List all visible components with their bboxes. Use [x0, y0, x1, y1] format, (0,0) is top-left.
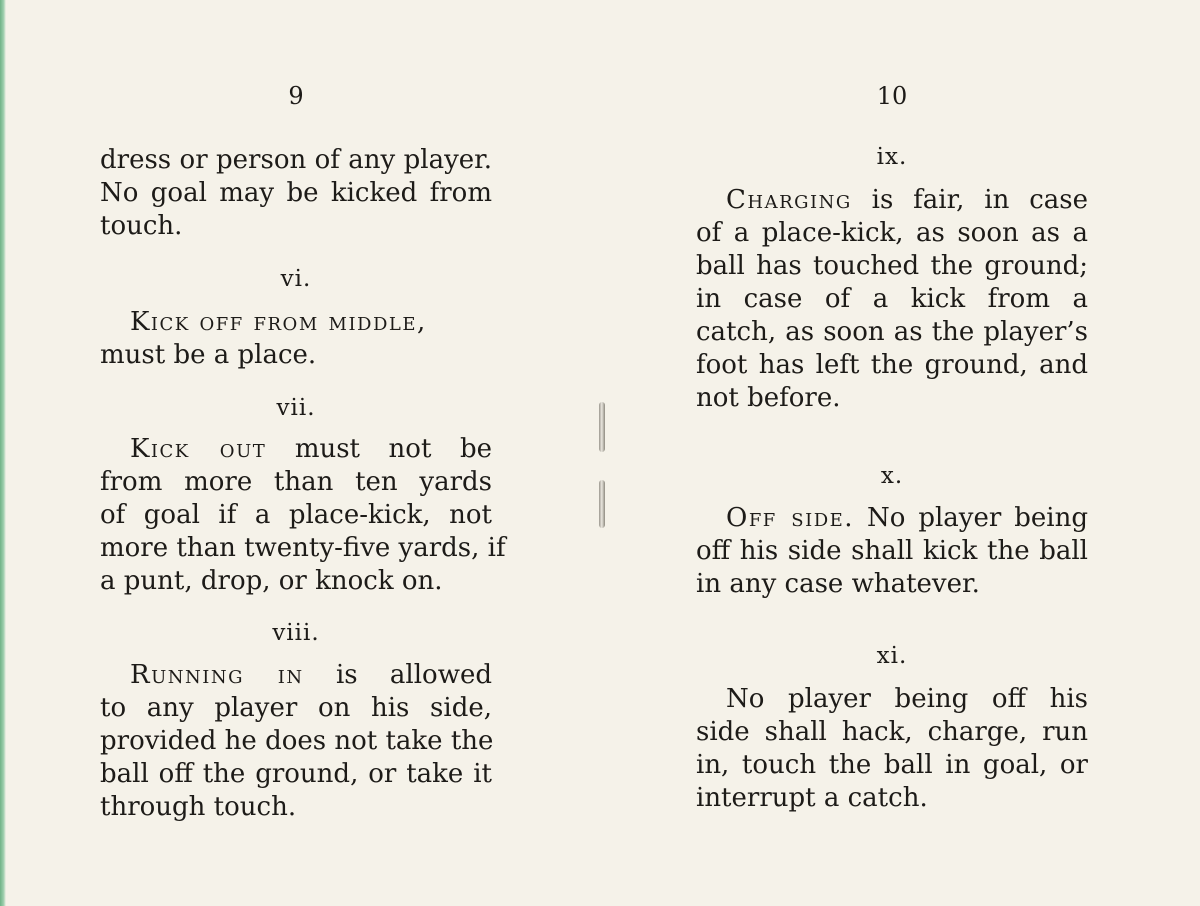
page-number: 10	[876, 82, 908, 110]
text-line: more than twenty-five yards, if	[100, 533, 506, 563]
text-line: to any player on his side,	[100, 693, 492, 723]
section-heading: Kick off from middle,	[130, 307, 427, 337]
section-paragraph	[100, 659, 492, 824]
text-line: ball off the ground, or take it	[100, 759, 492, 789]
section-paragraph	[696, 683, 1088, 815]
text-fragment: must not be	[294, 434, 492, 464]
text-line: in case of a kick from a	[696, 284, 1088, 314]
text-line: catch, as soon as the player’s	[696, 317, 1088, 347]
section-heading: Running in	[130, 660, 304, 690]
text-line: touch.	[100, 211, 183, 241]
page-number: 9	[288, 82, 304, 110]
text-fragment: No player being off his	[726, 684, 1088, 714]
text-line: off his side shall kick the ball	[696, 536, 1088, 566]
section-numeral: xi.	[876, 643, 908, 669]
binding-staple	[599, 480, 605, 528]
text-fragment: No player being	[866, 503, 1088, 533]
text-line: dress or person of any player.	[100, 145, 492, 175]
text-line: a punt, drop, or knock on.	[100, 566, 443, 596]
text-line: ball has touched the ground;	[696, 251, 1088, 281]
text-line: No goal may be kicked from	[100, 178, 492, 208]
section-numeral: x.	[880, 463, 904, 489]
text-line: in, touch the ball in goal, or	[696, 750, 1088, 780]
text-line: provided he does not take the	[100, 726, 494, 756]
text-line: foot has left the ground, and	[696, 350, 1088, 380]
text-line: through touch.	[100, 792, 297, 822]
section-numeral: ix.	[876, 144, 908, 170]
green-page-edge	[0, 0, 6, 906]
text-line: not before.	[696, 383, 841, 413]
text-line: of goal if a place-kick, not	[100, 500, 492, 530]
section-heading: Charging	[726, 185, 852, 215]
section-numeral: viii.	[272, 620, 320, 646]
section-heading: Kick out	[130, 434, 267, 464]
section-heading: Off side.	[726, 503, 855, 533]
text-line: must be a place.	[100, 340, 317, 370]
text-line: of a place-kick, as soon as a	[696, 218, 1088, 248]
section-paragraph	[100, 306, 492, 372]
section-numeral: vi.	[280, 266, 312, 292]
text-fragment: is fair, in case	[871, 185, 1088, 215]
text-line: interrupt a catch.	[696, 783, 928, 813]
binding-staple	[599, 402, 605, 452]
text-line: from more than ten yards	[100, 467, 492, 497]
text-fragment: is allowed	[335, 660, 492, 690]
text-line: in any case whatever.	[696, 569, 980, 599]
section-numeral: vii.	[276, 395, 316, 421]
section-paragraph	[696, 502, 1088, 601]
continued-paragraph	[100, 144, 492, 243]
section-paragraph	[100, 433, 506, 598]
text-line: side shall hack, charge, run	[696, 717, 1088, 747]
section-paragraph	[696, 184, 1088, 415]
